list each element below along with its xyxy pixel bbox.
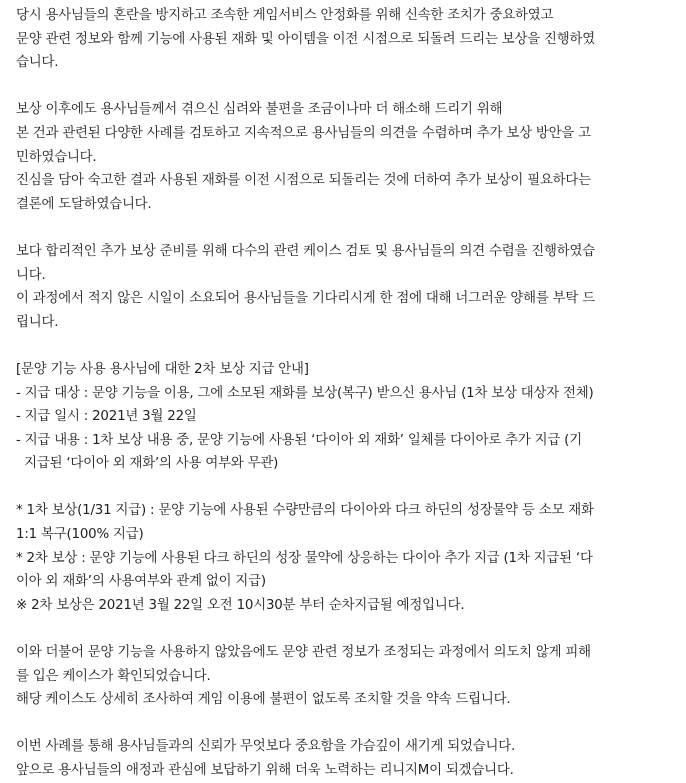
note-second-compensation: * 2차 보상 : 문양 기능에 사용된 다크 하딘의 성장 물약에 상응하는 다이아 추가 지급 (1차 지급된 ‘다 — [16, 550, 593, 566]
text-line: 본 건과 관련된 다양한 사례를 검토하고 지속적으로 용사님들의 의견을 수렴하며 추가 보상 방안을 고 — [16, 125, 591, 141]
text-line: 이와 더불어 문양 기능을 사용하지 않았음에도 문양 관련 정보가 조정되는 과정에서 의도치 않게 피해 — [16, 645, 591, 661]
text-line: 립니다. — [16, 314, 59, 330]
text-line: 를 입은 케이스가 확인되었습니다. — [16, 668, 211, 684]
text-line: 앞으로 용사님들의 애정과 관심에 보답하기 위해 더욱 노력하는 리니지M이 되겠습니다. — [16, 763, 514, 778]
text-line: 이 과정에서 적지 않은 시일이 소요되어 용사님들을 기다리시게 한 점에 대해 너그러운 양해를 부탁 드 — [16, 291, 595, 307]
section-compensation-notes — [16, 499, 672, 617]
text-line: 니다. — [16, 267, 46, 283]
text-line: 민하였습니다. — [16, 149, 97, 165]
paragraph-additional-review — [16, 98, 672, 216]
info-content-continued: 지급된 ‘다이아 외 재화’의 사용 여부와 무관) — [16, 456, 279, 472]
note-schedule: ※ 2차 보상은 2021년 3월 22일 오전 10시30분 부터 순차지급될 예정입니다. — [16, 597, 465, 613]
text-line: 결론에 도달하였습니다. — [16, 196, 152, 212]
text-line: 해당 케이스도 상세히 조사하여 게임 이용에 불편이 없도록 조치할 것을 약속 드립니다. — [16, 692, 511, 708]
paragraph-unintended-damage — [16, 641, 672, 712]
text-line: 습니다. — [16, 55, 59, 71]
text-line: 이번 사례를 통해 용사님들과의 신뢰가 무엇보다 중요함을 가슴깊이 새기게 되었습니다. — [16, 739, 516, 755]
paragraph-apology — [16, 240, 672, 334]
text-line: 진심을 담아 숙고한 결과 사용된 재화를 이전 시점으로 되돌리는 것에 더하여 추가 보상이 필요하다는 — [16, 173, 591, 189]
note-first-compensation-continued: 1:1 복구(100% 지급) — [16, 527, 144, 543]
text-line: 당시 용사님들의 혼란을 방지하고 조속한 게임서비스 안정화를 위해 신속한 조치가 중요하였고 — [16, 8, 554, 23]
section-second-compensation-info — [16, 358, 672, 476]
paragraph-closing — [16, 735, 672, 782]
info-content: - 지급 내용 : 1차 보상 내용 중, 문양 기능에 사용된 ‘다이아 외 재화’ 일체를 다이아로 추가 지급 (기 — [16, 432, 582, 448]
paragraph-initial-compensation — [16, 4, 672, 75]
text-line: 보상 이후에도 용사님들께서 겪으신 심려와 불편을 조금이나마 더 해소해 드리기 위해 — [16, 102, 503, 118]
info-target: - 지급 대상 : 문양 기능을 이용, 그에 소모된 재화를 보상(복구) 받으신 용사님 (1차 보상 대상자 전체) — [16, 385, 594, 401]
note-first-compensation: * 1차 보상(1/31 지급) : 문양 기능에 사용된 수량만큼의 다이아와 다크 하딘의 성장물약 등 소모 재화 — [16, 503, 594, 519]
info-date: - 지급 일시 : 2021년 3월 22일 — [16, 409, 197, 425]
section-heading: [문양 기능 사용 용사님에 대한 2차 보상 지급 안내] — [16, 361, 309, 377]
note-second-compensation-continued: 이아 외 재화’의 사용여부와 관계 없이 지급) — [16, 574, 266, 590]
text-line: 보다 합리적인 추가 보상 준비를 위해 다수의 관련 케이스 검토 및 용사님들의 의견 수렴을 진행하였습 — [16, 243, 595, 259]
text-line: 문양 관련 정보와 함께 기능에 사용된 재화 및 아이템을 이전 시점으로 되돌려 드리는 보상을 진행하였 — [16, 31, 595, 47]
